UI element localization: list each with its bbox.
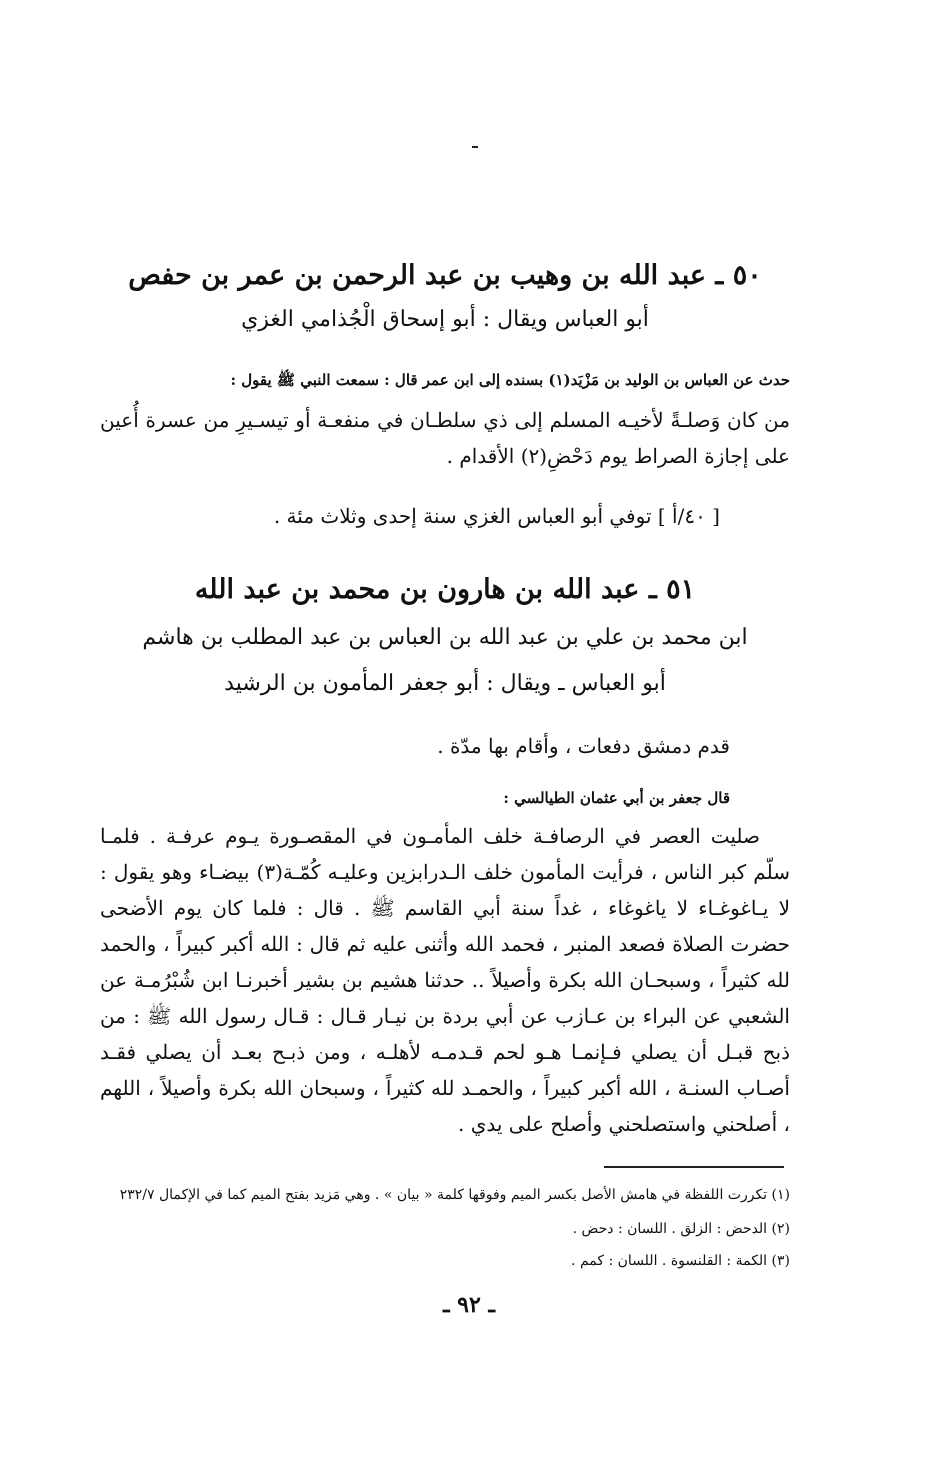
entry-51-narrator: قال جعفر بن أبي عثمان الطيالسي : <box>503 789 730 807</box>
entry-51-lineage: ابن محمد بن علي بن عبد الله بن العباس بن عبد المطلب بن هاشم <box>142 625 748 650</box>
entry-50-isnad: حدث عن العباس بن الوليد بن مَزْيَد(١) بسنده إلى ابن عمر قال : سمعت النبي ﷺ يقول : <box>230 371 790 389</box>
footnote-1: (١) تكررت اللفظة في هامش الأصل بكسر الميم وفوقها كلمة « بيان » . وهي مَزيد بفتح الميم كما في الإكمال ٢٣٢/٧ <box>119 1187 790 1203</box>
entry-50-kunya: أبو العباس ويقال : أبو إسحاق الْجُذامي الغزي <box>241 307 649 332</box>
top-mark <box>472 146 478 148</box>
footnote-3: (٣) الكمة : القلنسوة . اللسان : كمم . <box>571 1253 790 1269</box>
footnote-2: (٢) الدحض : الزلق . اللسان : دحض . <box>572 1221 790 1237</box>
entry-51-kunya: أبو العباس ـ ويقال : أبو جعفر المأمون بن الرشيد <box>224 671 666 696</box>
entry-51-visit: قدم دمشق دفعات ، وأقام بها مدّة . <box>437 734 730 758</box>
entry-51-narrative: صليت العصر في الرصافـة خلف المأمـون في المقصـورة يـوم عرفـة . فلمـا سلّم كبر الناس ، فرأيت المأمون خلف الـدرابزين وعليـه كُمّـة(٣) بيضـاء وهو يقول : لا يـاغوغـاء لا ياغوغاء ، غداً سنة أبي القاسم ﷺ . قال : فلما كان يوم الأضحى حضرت الصلاة فصعد المنبر ، فحمد الله وأثنى عليه ثم قال : الله أكبر كبيراً ، والحمد لله كثيراً ، وسبحـان الله بكرة وأصيلاً .. حدثنا هشيم بن بشير أخبرنـا ابن شُبْرُمـة عن الشعبي عن البراء بن عـازب عن أبي بردة بن نيـار قـال : قـال رسول الله ﷺ : من ذبح قبـل أن يصلي فـإنمـا هـو لحم قـدمـه لأهلـه ، ومن ذبـح بعـد أن يصلي فقـد أصـاب السنـة ، الله أكبر كبيراً ، والحمـد لله كثيراً ، وسبحان الله بكرة وأصيلاً ، اللهم ، أصلحني واستصلحني وأصلح على يدي . <box>100 824 790 1136</box>
entry-50-death: [ ٤٠/أ ] توفي أبو العباس الغزي سنة إحدى وثلاث مئة . <box>273 504 720 528</box>
entry-50-hadith: من كان وَصلـةً لأخيـه المسلم إلى ذي سلطـان في منفعـة أو تيسـيرِ من عسرة أُعين على إجازة الصراط يوم دَحْضِ(٢) الأقدام . <box>100 408 790 468</box>
footnote-separator <box>604 1166 784 1168</box>
entry-51-title: ٥١ ـ عبد الله بن هارون بن محمد بن عبد الله <box>194 574 696 605</box>
entry-50-title: ٥٠ ـ عبد الله بن وهيب بن عبد الرحمن بن عمر بن حفص <box>128 260 762 291</box>
page-number: ـ ٩٢ ـ <box>443 1292 495 1318</box>
